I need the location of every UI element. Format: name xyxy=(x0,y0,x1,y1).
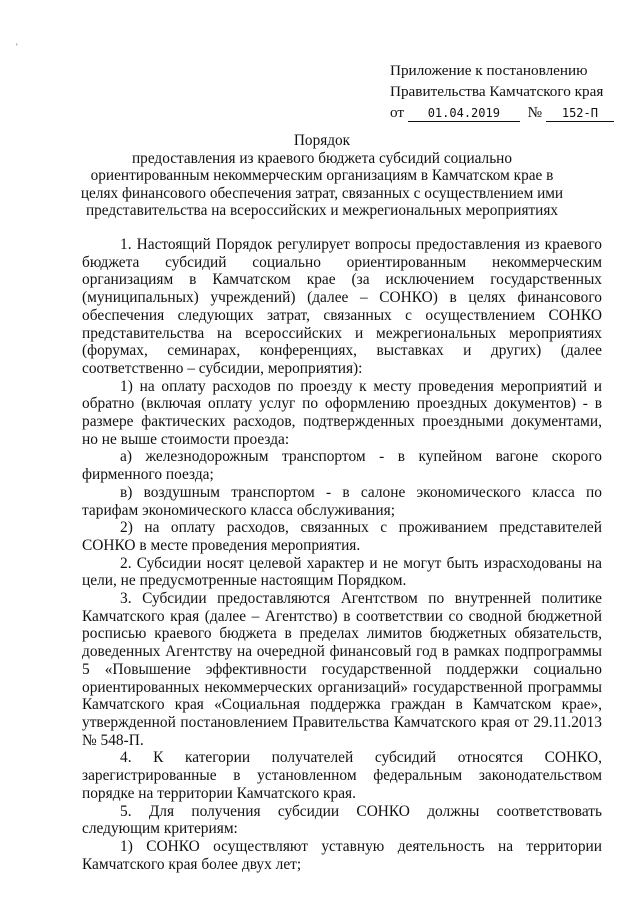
paragraph: 1. Настоящий Порядок регулирует вопросы предоставления из краевого бюджета субсидий социально ориентированным некоммерческим организациям в Камчатском крае (за исключением государственных (муниципальных) учреждений) (далее – СОНКО) в целях финансового обеспечения следующих затрат, связанных с осуществлением СОНКО представительства на всероссийских и межрегиональных мероприятиях (форумах, семинарах, конференциях, выставках и других) (далее соответственно – субсидии, мероприятия): xyxy=(82,236,602,377)
header-date-number-row xyxy=(390,102,620,123)
from-label: от xyxy=(390,104,405,121)
corner-mark: ' xyxy=(16,42,18,52)
number-label: № xyxy=(527,104,543,121)
decree-date: 01.04.2019 xyxy=(408,106,520,122)
paragraph: 4. К категории получателей субсидий относятся СОНКО, зарегистрированные в установленном федеральным законодательством порядке на территории Камчатского края. xyxy=(82,749,602,802)
attachment-header xyxy=(390,60,620,123)
header-line-1: Приложение к постановлению xyxy=(390,62,588,79)
paragraph: 1) СОНКО осуществляют уставную деятельность на территории Камчатского края более двух лет; xyxy=(82,837,602,873)
paragraph: 2. Субсидии носят целевой характер и не могут быть израсходованы на цели, не предусмотренные настоящим Порядком. xyxy=(82,554,602,590)
decree-number: 152-П xyxy=(546,106,614,122)
header-line-2: Правительства Камчатского края xyxy=(390,83,604,100)
document-subtitle: предоставления из краевого бюджета субсидий социально ориентированным некоммерческим организациям в Камчатском крае в целях финансового обеспечения затрат, связанных с осуществлением ими представительства на всероссийских и межрегиональных мероприятиях xyxy=(80,149,564,219)
paragraph: 3. Субсидии предоставляются Агентством по внутренней политике Камчатского края (далее – Агентство) в соответствии со сводной бюджетной росписью краевого бюджета в пределах лимитов бюджетных обязательств, доведенных Агентству на очередной финансовый год в рамках подпрограммы 5 «Повышение эффективности государственной поддержки социально ориентированных некоммерческих организаций» государственной программы Камчатского края «Социальная поддержка граждан в Камчатском крае», утвержденной постановлением Правительства Камчатского края от 29.11.2013 № 548-П. xyxy=(82,590,602,749)
document-body xyxy=(82,236,602,873)
paragraph: 5. Для получения субсидии СОНКО должны соответствовать следующим критериям: xyxy=(82,802,602,838)
document-heading: Порядок xyxy=(293,132,351,149)
paragraph: а) железнодорожным транспортом - в купейном вагоне скорого фирменного поезда; xyxy=(82,448,602,484)
paragraph: 2) на оплату расходов, связанных с проживанием представителей СОНКО в месте проведения мероприятия. xyxy=(82,519,602,554)
paragraph: в) воздушным транспортом - в салоне экономического класса по тарифам экономического класса обслуживания; xyxy=(82,483,602,519)
document-title-block xyxy=(80,132,564,220)
paragraph: 1) на оплату расходов по проезду к месту проведения мероприятий и обратно (включая оплату услуг по оформлению проездных документов) - в размере фактических расходов, подтвержденных проездными документами, но не выше стоимости проезда: xyxy=(82,377,602,448)
